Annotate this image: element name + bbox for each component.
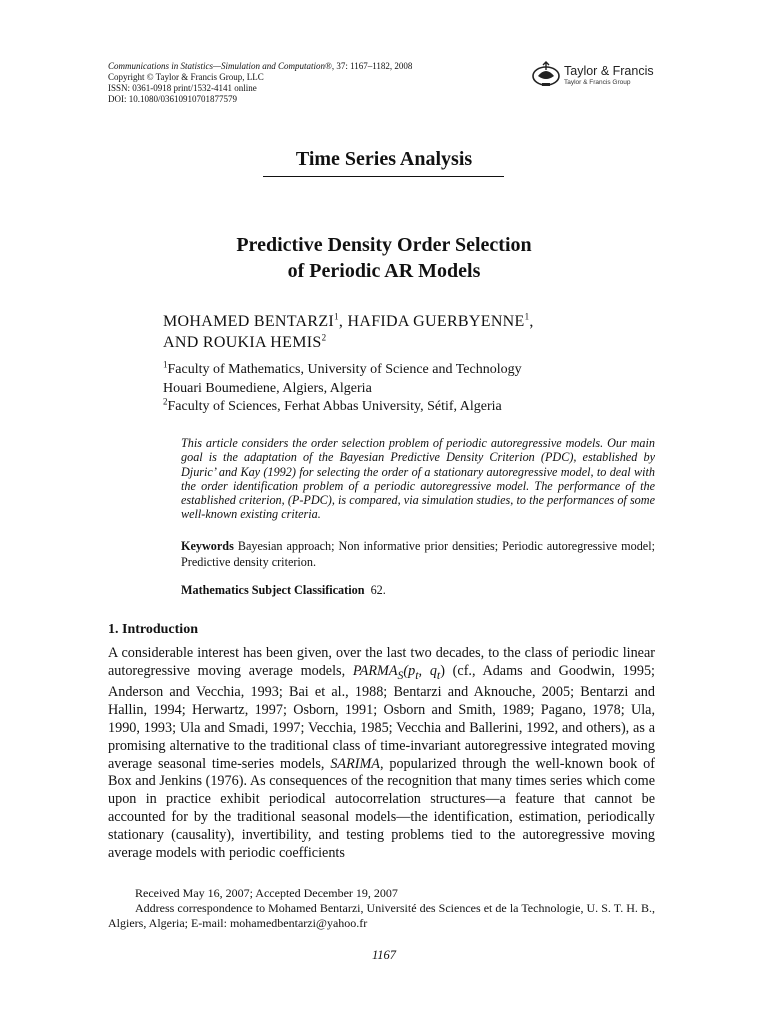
msc-label: Mathematics Subject Classification	[181, 583, 365, 597]
section-title: Time Series Analysis	[295, 148, 473, 170]
abstract: This article considers the order selection problem of periodic autoregressive models. Our main goal is the adaptation of the Bayesian Predictive Density Criterion (PDC), established by Djuric’ and Kay (1992) for selecting the order of a stationary autoregressive model, to deal with the order identification problem of a periodic autoregressive model. The performance of the established criterion, (P-PDC), is compared, via simulation studies, to the performances of some well-known existing criteria.	[181, 436, 655, 522]
page-number: 1167	[371, 948, 397, 962]
q-subscript: t	[436, 667, 441, 682]
paper-title-line-1: Predictive Density Order Selection	[236, 234, 532, 256]
copyright-line: Copyright © Taylor & Francis Group, LLC	[108, 72, 264, 82]
publisher-logo	[531, 60, 671, 90]
author-1: MOHAMED BENTARZI	[163, 313, 335, 330]
correspondence-address: Address correspondence to Mohamed Bentarzi, Université des Sciences et de la Technologie, U. S. T. H. B., Algiers, Algeria; E-mail: mohamedbentarzi@yahoo.fr	[108, 901, 655, 930]
paper-title-line-2: of Periodic AR Models	[287, 260, 481, 282]
keywords	[181, 538, 655, 570]
authors	[163, 311, 534, 353]
publisher-name: Taylor & Francis	[564, 64, 654, 78]
author-separator-2: ,	[529, 313, 534, 330]
affiliation-1-number: 1	[163, 359, 168, 370]
author-separator-1: ,	[338, 313, 348, 330]
author-2: HAFIDA GUERBYENNE	[347, 313, 525, 330]
intro-part-2: ) (cf., Adams and Goodwin, 1995; Anderson and Vecchia, 1993; Bai et al., 1988; Bentarzi and Aknouche, 2005; Bentarzi and Hallin, 1994; Herwartz, 1997; Osborn, 1991; Osborn and Smith, 1989; Pagano, 1978; Ula, 1990, 1993; Ula and Smadi, 1997; Vecchia, 1985; Vecchia and Ballerini, 1992, and others), as a promising alternative to the traditional class of time-invariant autoregressive integrated moving average seasonal time-series models,	[108, 662, 655, 772]
intro-part-1: A considerable interest has been given, over the last two decades, to the class of periodic linear autoregressive moving average models,	[108, 645, 655, 679]
affiliation-2-number: 2	[163, 396, 168, 407]
affiliation-1	[163, 361, 522, 380]
subject-classification	[181, 582, 386, 598]
affiliation-1-line-1: Faculty of Mathematics, University of Science and Technology	[167, 362, 522, 377]
section-title-underline	[263, 176, 504, 177]
authors-line-2	[163, 332, 534, 353]
affiliation-2-text: Faculty of Sciences, Ferhat Abbas University, Sétif, Algeria	[167, 399, 502, 414]
author-1-affil: 1	[334, 311, 339, 322]
doi-line: DOI: 10.1080/03610910701877579	[108, 94, 237, 104]
msc-value: 62.	[370, 583, 386, 597]
journal-header	[108, 61, 508, 105]
intro-part-3: , popularized through the well-known book of Box and Jenkins (1976). As consequences of the recognition that many times series which come upon in practice exhibit periodical autocorrelation structures—a feature that cannot be accounted for by the traditional seasonal models—the identification, estimation, periodically stationary (causality), invertibility, and testing problems tied to the autoregressive moving average models with periodic coefficients	[108, 755, 655, 861]
parma-args-q: , q	[418, 662, 437, 679]
affiliation-1-line-2: Houari Boumediene, Algiers, Algeria	[163, 380, 372, 396]
parma-model: PARMA	[352, 662, 398, 679]
received-dates: Received May 16, 2007; Accepted December 19, 2007	[135, 886, 398, 900]
parma-args: (p	[403, 662, 416, 679]
author-2-affil: 1	[524, 311, 530, 322]
p-subscript: t	[415, 667, 419, 682]
introduction-heading: 1. Introduction	[108, 622, 198, 637]
journal-name: Communications in Statistics—Simulation and Computation	[108, 61, 326, 71]
taylor-francis-lamp-icon	[531, 60, 561, 88]
author-3-affil: 2	[321, 332, 327, 343]
footnote	[108, 886, 655, 931]
introduction-paragraph	[108, 645, 655, 862]
publisher-group: Taylor & Francis Group	[564, 79, 631, 86]
author-3: AND ROUKIA HEMIS	[163, 334, 322, 351]
parma-subscript: S	[397, 667, 404, 682]
journal-volume: ®, 37: 1167–1182, 2008	[325, 61, 413, 71]
authors-line-1	[163, 311, 534, 332]
sarima-model: SARIMA	[330, 755, 380, 772]
issn-line: ISSN: 0361-0918 print/1532-4141 online	[108, 83, 257, 93]
journal-citation	[108, 61, 508, 72]
affiliation-2	[163, 398, 522, 417]
keywords-label: Keywords	[181, 539, 234, 553]
keywords-text: Bayesian approach; Non informative prior densities; Periodic autoregressive model; Predictive density criterion.	[181, 539, 655, 569]
paper-title	[0, 232, 768, 284]
affiliations	[163, 361, 522, 417]
